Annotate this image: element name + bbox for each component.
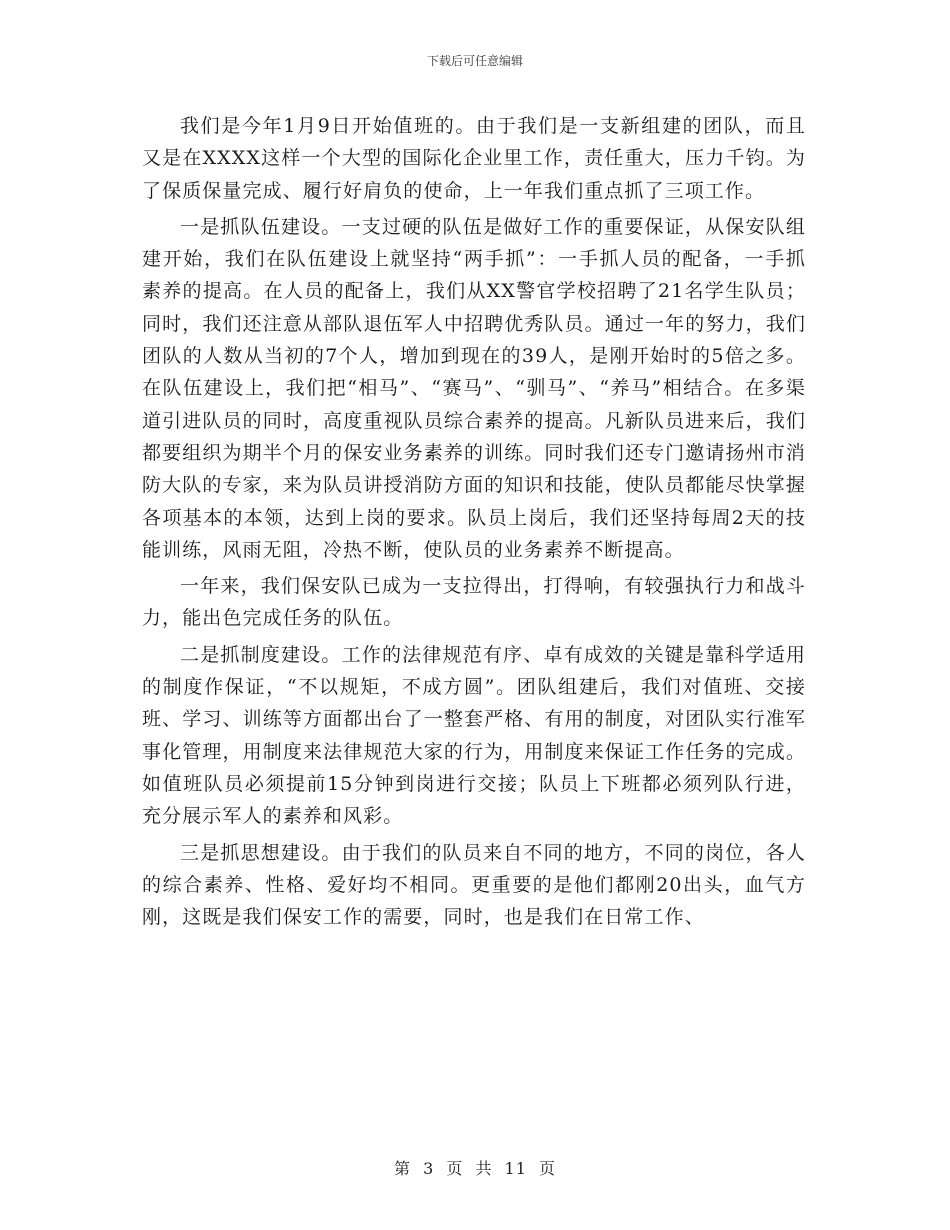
paragraph-team-building: 一是抓队伍建设。一支过硬的队伍是做好工作的重要保证，从保安队组建开始，我们在队伍建设上就坚持“两手抓”：一手抓人员的配备，一手抓素养的提高。在人员的配备上，我们从XX警官学校招聘了21名学生队员；同时，我们还注意从部队退伍军人中招聘优秀队员。通过一年的努力，我们团队的人数从当初的7个人，增加到现在的39人，是刚开始时的5倍之多。在队伍建设上，我们把“相马”、“赛马”、“驯马”、“养马”相结合。在多渠道引进队员的同时，高度重视队员综合素养的提高。凡新队员进来后，我们都要组织为期半个月的保安业务素养的训练。同时我们还专门邀请扬州市消防大队的专家，来为队员讲授消防方面的知识和技能，使队员都能尽快掌握各项基本的本领，达到上岗的要求。队员上岗后，我们还坚持每周2天的技能训练，风雨无阻，冷热不断，使队员的业务素养不断提高。 — [142, 215, 806, 561]
page-number: 第 3 页 共 11 页 — [394, 1159, 556, 1178]
page-header: 下载后可任意编辑 — [426, 54, 523, 68]
paragraph-intro: 我们是今年1月9日开始值班的。由于我们是一支新组建的团队，而且又是在XXXX这样一个大型的国际化企业里工作，责任重大，压力千钧。为了保质保量完成、履行好肩负的使命，上一年我们重点抓了三项工作。 — [142, 115, 806, 202]
paragraph-one-year: 一年来，我们保安队已成为一支拉得出，打得响，有较强执行力和战斗力，能出色完成任务的队伍。 — [142, 575, 806, 630]
document-body — [142, 110, 806, 937]
paragraph-ideology-building: 三是抓思想建设。由于我们的队员来自不同的地方，不同的岗位，各人的综合素养、性格、爱好均不相同。更重要的是他们都刚20出头，血气方刚，这既是我们保安工作的需要，同时，也是我们在日常工作、 — [142, 841, 806, 929]
paragraph-system-building: 二是抓制度建设。工作的法律规范有序、卓有成效的关键是靠科学适用的制度作保证，“不以规矩，不成方圆”。团队组建后，我们对值班、交接班、学习、训练等方面都出台了一整套严格、有用的制度，对团队实行准军事化管理，用制度来法律规范大家的行为，用制度来保证工作任务的完成。如值班队员必须提前15分钟到岗进行交接；队员上下班都必须列队行进，充分展示军人的素养和风彩。 — [142, 643, 806, 828]
